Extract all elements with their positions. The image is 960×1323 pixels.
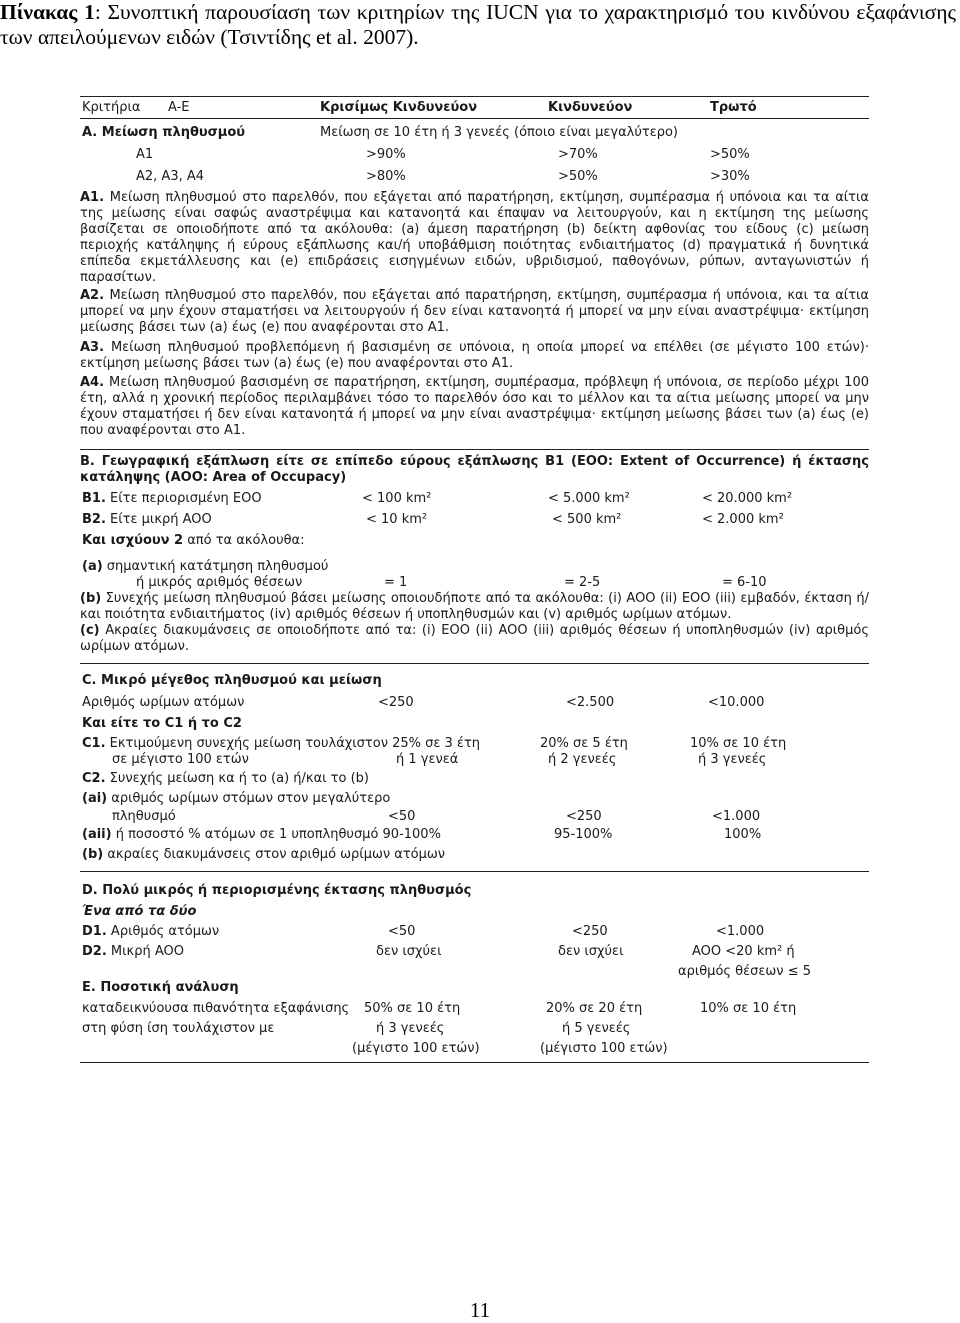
c-mature-cr: <250 <box>378 695 414 710</box>
b-and-two-rest: από τα ακόλουθα: <box>187 533 305 548</box>
c-mature-text: Αριθμός ωρίμων ατόμων <box>82 695 245 710</box>
b-a-vu: = 6-10 <box>722 575 767 590</box>
e-en2: ή 5 γενεές <box>562 1021 631 1036</box>
row-a234-cr: >80% <box>366 169 406 184</box>
b1-row <box>82 491 262 507</box>
section-d-title: D. Πολύ μικρός ή περιορισμένης έκτασης πληθυσμός <box>82 883 472 898</box>
a3-label: A3. <box>80 340 105 355</box>
b-a-label: (a) <box>82 559 103 574</box>
caption-label: Πίνακας 1 <box>0 0 95 24</box>
section-b-title: B. Γεωγραφική εξάπλωση είτε σε επίπεδο εύρους εξάπλωσης B1 (EOO: Extent of Occurrence) ή έκτασης κατάληψης (AOO: Area of Occupacy) <box>80 454 869 485</box>
c-b-label: (b) <box>82 847 104 862</box>
section-a-rule <box>80 449 869 450</box>
header-endangered: Κινδυνεύον <box>548 100 633 115</box>
a3-text: Μείωση πληθυσμού προβλεπόμενη ή βασισμένη σε υπόνοια, η οποία μπορεί να επέλθει (σε μέγιστο 100 ετών)· εκτίμηση μείωσης βάσει των (a) έως (e) που αναφέρονται στο A1. <box>80 340 869 371</box>
c-aii-en: 95-100% <box>554 827 613 842</box>
d2-vu1: AOO <20 km² ή <box>692 944 795 959</box>
c-either: Και είτε το C1 ή το C2 <box>82 716 242 731</box>
d2-label: D2. <box>82 944 107 959</box>
a4-text: Μείωση πληθυσμού βασισμένη σε παρατήρηση, εκτίμηση, συμπέρασμα, πρόβλεψη ή υπόνοια, σε περίοδο μέχρι 100 έτη, αλλά η χρονική περίοδος περιλαμβάνει τόσο το παρελθόν όσο και το μέλλον και τα αίτια μείωσης μπορεί να μην έχουν σταματήσει ή δεν είναι κατανοητά ή μπορεί να μην είναι αναστρέψιμα· εκτίμηση μείωσης βάσει των (a) έως (e) που αναφέρονται στο A1. <box>80 375 869 438</box>
header-critically-endangered: Κρισίμως Κινδυνεύον <box>320 100 478 115</box>
e-cr1: 50% σε 10 έτη <box>364 1001 461 1016</box>
e-en1: 20% σε 20 έτη <box>546 1001 643 1016</box>
b1-en: < 5.000 km² <box>548 491 630 506</box>
a4-paragraph <box>80 375 869 439</box>
b2-label: B2. <box>82 512 106 527</box>
c-ai-en: <250 <box>566 809 602 824</box>
header-vulnerable: Τρωτό <box>710 100 757 115</box>
b-b-label: (b) <box>80 591 102 606</box>
c-mature-vu: <10.000 <box>708 695 765 710</box>
b-c-paragraph <box>80 623 869 655</box>
page-number: 11 <box>469 1298 491 1322</box>
header-ae: A-E <box>168 100 190 115</box>
c-ai-cr: <50 <box>388 809 416 824</box>
c-aii-row <box>82 827 441 843</box>
b2-cr: < 10 km² <box>366 512 428 527</box>
b-a-line1 <box>82 559 328 575</box>
c1-vu1: 10% σε 10 έτη <box>690 736 787 751</box>
c-mature-en: <2.500 <box>566 695 615 710</box>
e-vu1: 10% σε 10 έτη <box>700 1001 797 1016</box>
e-line1: καταδεικνύουσα πιθανότητα εξαφάνισης <box>82 1001 350 1016</box>
c-ai-text1: αριθμός ωρίμων στόμων στον μεγαλύτερο <box>111 791 391 806</box>
d1-text: Αριθμός ατόμων <box>110 924 220 939</box>
d1-vu: <1.000 <box>716 924 765 939</box>
header-criteria: Κριτήρια <box>82 100 141 115</box>
b-and-two <box>82 533 305 549</box>
a4-label: A4. <box>80 375 105 390</box>
b1-vu: < 20.000 km² <box>702 491 793 506</box>
d2-text: Μικρή AOO <box>110 944 184 959</box>
a1-paragraph <box>80 190 869 286</box>
a1-label: A1. <box>80 190 105 205</box>
section-a-title: A. Μείωση πληθυσμού <box>82 125 246 140</box>
a3-paragraph <box>80 340 869 372</box>
e-en3: (μέγιστο 100 ετών) <box>540 1041 668 1056</box>
c2-label: C2. <box>82 771 106 786</box>
table-caption <box>0 0 956 50</box>
section-b-rule <box>80 663 869 664</box>
d1-row <box>82 924 219 940</box>
c1-cr2: ή 1 γενεά <box>396 752 459 767</box>
e-line2: στη φύση ίση τουλάχιστον με <box>82 1021 275 1036</box>
row-a1-cr: >90% <box>366 147 406 162</box>
c1-line2: σε μέγιστο 100 ετών <box>112 752 249 767</box>
section-a-subtitle: Μείωση σε 10 έτη ή 3 γενεές (όποιο είναι μεγαλύτερο) <box>320 125 678 140</box>
section-c-rule <box>80 871 869 872</box>
c-aii-label: (aii) <box>82 827 112 842</box>
d1-en: <250 <box>572 924 608 939</box>
header-rule <box>80 118 869 119</box>
row-a1-en: >70% <box>558 147 598 162</box>
c1-line1 <box>82 736 480 752</box>
c1-vu2: ή 3 γενεές <box>698 752 767 767</box>
b-and-two-bold: Και ισχύουν 2 <box>82 533 184 548</box>
b-a-text1: σημαντική κατάτμηση πληθυσμού <box>106 559 329 574</box>
c-ai-line1 <box>82 791 390 807</box>
d2-row <box>82 944 184 960</box>
section-e-title: E. Ποσοτική ανάλυση <box>82 980 239 995</box>
d2-en: δεν ισχύει <box>558 944 624 959</box>
row-a1-label: A1 <box>136 147 154 162</box>
c-aii-vu: 100% <box>724 827 762 842</box>
c-b-row <box>82 847 445 863</box>
b-b-paragraph <box>80 591 869 623</box>
a2-label: A2. <box>80 288 105 303</box>
a1-text: Μείωση πληθυσμού στο παρελθόν, που εξάγεται από παρατήρηση, εκτίμηση, συμπέρασμα ή υπόνοια και τα αίτια της μείωσης είναι σαφώς αναστρέψιμα και κατανοητά και έπαψαν να λειτουργούν, και η εκτίμηση της μείωσης βασίζεται σε οποιοδήποτε από τα ακόλουθα: (a) άμεση παρατήρηση (b) δείκτη αφθονίας του είδους (c) μείωση περιοχής κατάληψης ή εύρους εξάπλωσης και/ή υποβάθμιση ποιότητας ενδιαιτήματος (d) πραγματικά ή δυνητικά επίπεδα εκμετάλλευσης και (e) επιδράσεις εισηγμένων ειδών, υβριδισμού, παθογόνων, ρύπων, ανταγωνιστών ή παρασίτων. <box>80 190 869 285</box>
c-ai-label: (ai) <box>82 791 108 806</box>
table-top-rule <box>80 96 869 97</box>
e-cr3: (μέγιστο 100 ετών) <box>352 1041 480 1056</box>
b1-text: Είτε περιορισμένη EOO <box>110 491 262 506</box>
d1-cr: <50 <box>388 924 416 939</box>
c-aii-text: ή ποσοστό % ατόμων σε 1 υποπληθυσμό 90-100% <box>115 827 441 842</box>
section-c-title: C. Μικρό μέγεθος πληθυσμού και μείωση <box>82 673 382 688</box>
row-a234-label: A2, A3, A4 <box>136 169 205 184</box>
iucn-criteria-table <box>80 96 869 1063</box>
d2-vu2: αριθμός θέσεων ≤ 5 <box>678 964 811 979</box>
c1-en1: 20% σε 5 έτη <box>540 736 628 751</box>
c-ai-vu: <1.000 <box>712 809 761 824</box>
b-a-line2: ή μικρός αριθμός θέσεων <box>136 575 303 590</box>
b-a-cr: = 1 <box>384 575 408 590</box>
c-b-text: ακραίες διακυμάνσεις στον αριθμό ωρίμων ατόμων <box>107 847 446 862</box>
b2-row <box>82 512 212 528</box>
a2-paragraph <box>80 288 869 336</box>
b1-cr: < 100 km² <box>362 491 432 506</box>
d2-cr: δεν ισχύει <box>376 944 442 959</box>
b-c-label: (c) <box>80 623 100 638</box>
c1-label: C1. <box>82 736 106 751</box>
e-cr2: ή 3 γενεές <box>376 1021 445 1036</box>
b-c-text: Ακραίες διακυμάνσεις σε οποιοδήποτε από τα: (i) EOO (ii) AOO (iii) αριθμός θέσεων ή υποπληθυσμών (iv) αριθμός ωρίμων ατόμων. <box>80 623 869 654</box>
b2-en: < 500 km² <box>552 512 622 527</box>
c1-en2: ή 2 γενεές <box>548 752 617 767</box>
d-one-of-two: Ένα από τα δύο <box>82 904 197 919</box>
c2-row <box>82 771 369 787</box>
b-b-text: Συνεχής μείωση πληθυσμού βάσει μείωσης οποιουδήποτε από τα ακόλουθα: (i) AOO (ii) EOO (iii) εμβαδόν, έκταση ή/και ποιότητα ενδιαιτήματος (iv) αριθμός θέσεων ή υποπληθυσμών και (v) αριθμός ωρίμων ατόμων. <box>80 591 869 622</box>
b1-label: B1. <box>82 491 106 506</box>
row-a234-en: >50% <box>558 169 598 184</box>
b2-text: Είτε μικρή AOO <box>110 512 212 527</box>
row-a234-vu: >30% <box>710 169 750 184</box>
caption-text: : Συνοπτική παρουσίαση των κριτηρίων της IUCN για το χαρακτηρισμό του κινδύνου εξαφάνισης των απειλούμενων ειδών (Τσιντίδης et al. 2007). <box>0 0 956 49</box>
b-a-en: = 2-5 <box>564 575 601 590</box>
row-a1-vu: >50% <box>710 147 750 162</box>
c1-text1: Εκτιμούμενη συνεχής μείωση τουλάχιστον 25% σε 3 έτη <box>109 736 481 751</box>
c-ai-line2: πληθυσμό <box>112 809 176 824</box>
d1-label: D1. <box>82 924 107 939</box>
table-bottom-rule <box>80 1062 869 1063</box>
b2-vu: < 2.000 km² <box>702 512 784 527</box>
c2-text: Συνεχής μείωση κα ή το (a) ή/και το (b) <box>109 771 369 786</box>
a2-text: Μείωση πληθυσμού στο παρελθόν, που εξάγεται από παρατήρηση, εκτίμηση, συμπέρασμα ή υπόνοια, και τα αίτια μπορεί να μην έχουν σταματήσει να λειτουργούν ή δεν είναι κατανοητά ή μπορεί να μην είναι αναστρέψιμα· εκτίμηση μείωσης βάσει των (a) έως (e) που αναφέρονται στο A1. <box>80 288 869 335</box>
